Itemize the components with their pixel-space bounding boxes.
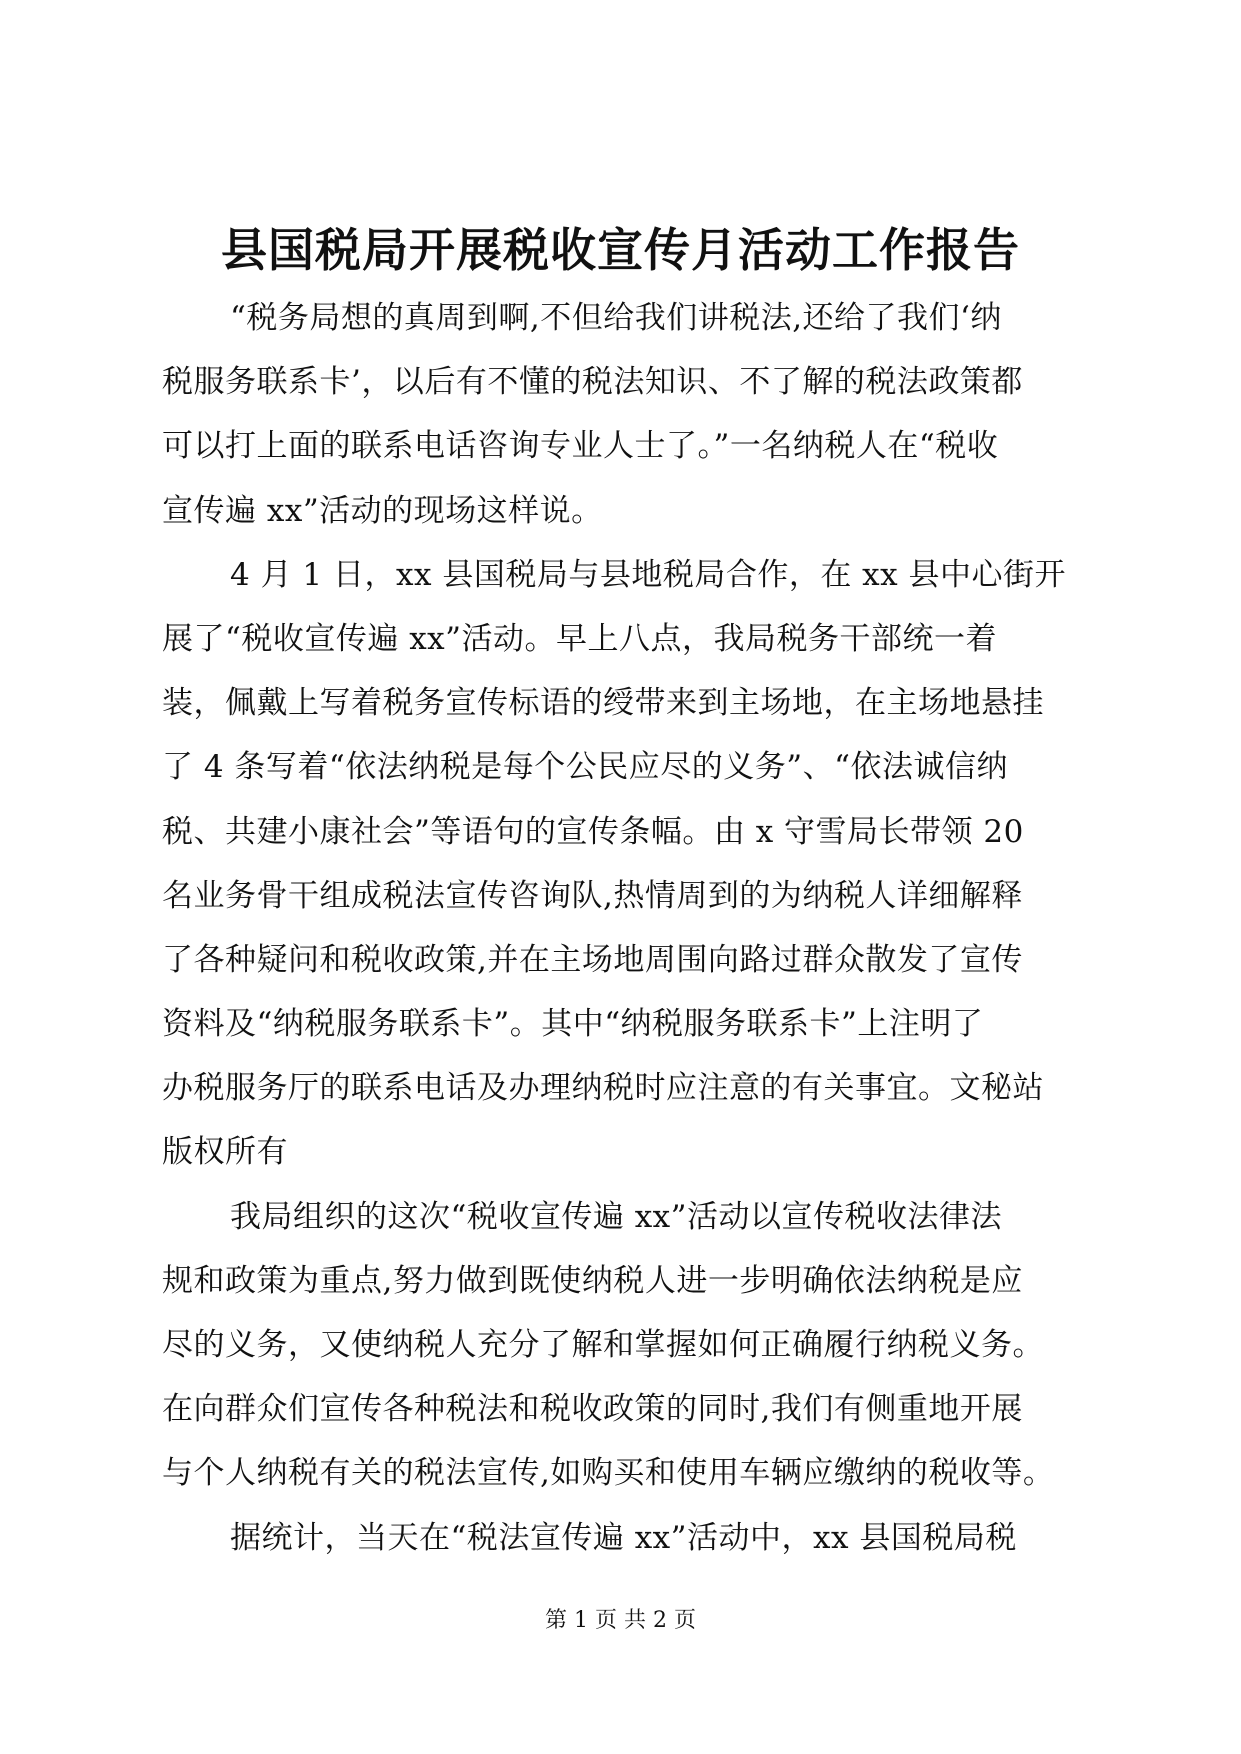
document-body (162, 286, 1082, 1570)
body-text-line: 税服务联系卡’，以后有不懂的税法知识、不了解的税法政策都 (162, 364, 1023, 401)
body-text-line: 在向群众们宣传各种税法和税收政策的同时,我们有侧重地开展 (162, 1391, 1023, 1428)
body-text-line: 4 月 1 日，xx 县国税局与县地税局合作，在 xx 县中心街开 (230, 556, 1066, 593)
body-text-line: 了各种疑问和税收政策,并在主场地周围向路过群众散发了宣传 (162, 941, 1023, 978)
body-text-line: 据统计，当天在“税法宣传遍 xx”活动中，xx 县国税局税 (230, 1519, 1017, 1556)
body-text-line: 版权所有 (162, 1134, 288, 1171)
body-text-line: 名业务骨干组成税法宣传咨询队,热情周到的为纳税人详细解释 (162, 877, 1023, 914)
body-text-line: 装，佩戴上写着税务宣传标语的绶带来到主场地，在主场地悬挂 (162, 685, 1044, 722)
body-text-line: 与个人纳税有关的税法宣传,如购买和使用车辆应缴纳的税收等。 (162, 1455, 1055, 1492)
body-text-line: 宣传遍 xx”活动的现场这样说。 (162, 492, 603, 529)
body-text-line: 办税服务厅的联系电话及办理纳税时应注意的有关事宜。文秘站 (162, 1070, 1044, 1107)
body-text-line: “税务局想的真周到啊,不但给我们讲税法,还给了我们‘纳 (230, 300, 1002, 336)
body-text-line: 展了“税收宣传遍 xx”活动。早上八点，我局税务干部统一着 (162, 620, 998, 657)
body-text-line: 资料及“纳税服务联系卡”。其中“纳税服务联系卡”上注明了 (162, 1006, 984, 1043)
body-text-line: 尽的义务，又使纳税人充分了解和掌握如何正确履行纳税义务。 (162, 1327, 1044, 1363)
body-text-line: 我局组织的这次“税收宣传遍 xx”活动以宣传税收法律法 (230, 1198, 1003, 1235)
document-title: 县国税局开展税收宣传月活动工作报告 (221, 223, 1020, 277)
body-text-line: 规和政策为重点,努力做到既使纳税人进一步明确依法纳税是应 (162, 1262, 1023, 1299)
page-footer: 第 1 页 共 2 页 (545, 1608, 696, 1633)
body-text-line: 税、共建小康社会”等语句的宣传条幅。由 x 守雪局长带领 20 (162, 813, 1024, 850)
body-text-line: 了 4 条写着“依法纳税是每个公民应尽的义务”、“依法诚信纳 (162, 749, 1008, 786)
body-text-line: 可以打上面的联系电话咨询专业人士了。”一名纳税人在“税收 (162, 428, 999, 465)
